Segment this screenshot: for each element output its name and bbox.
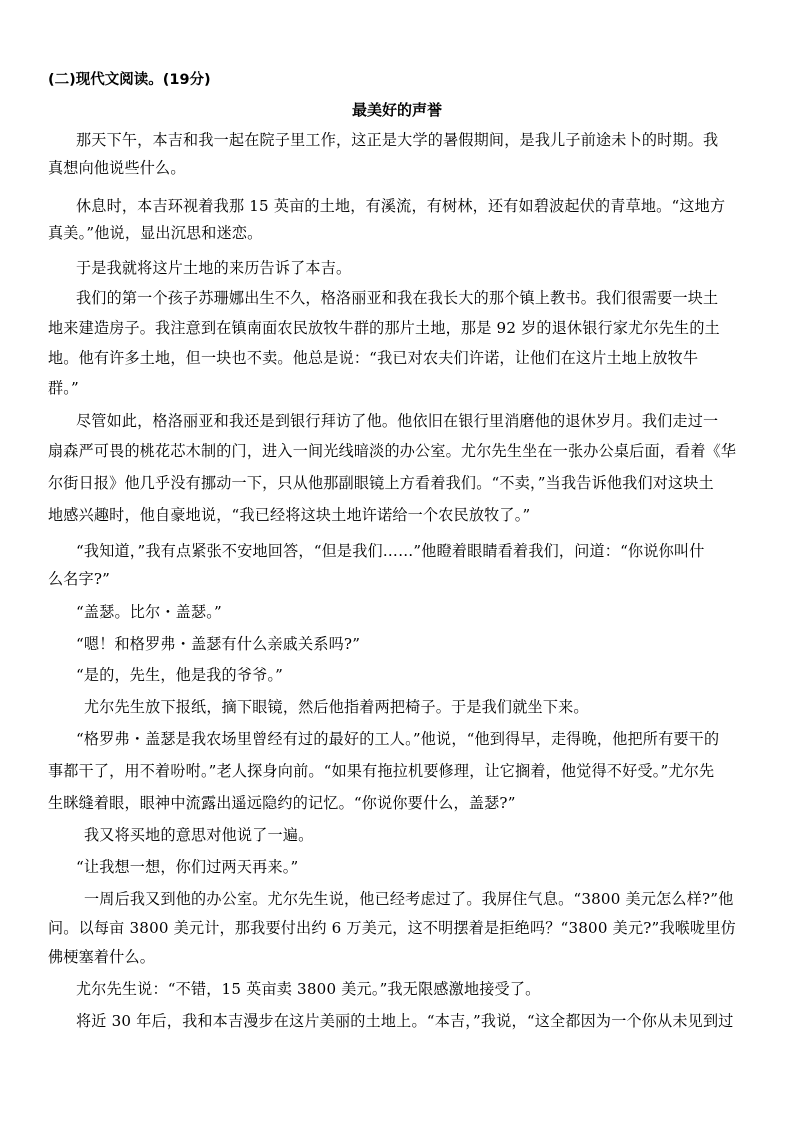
text-line: 尔街日报》他几乎没有挪动一下，只从他那副眼镜上方看着我们。“不卖，”当我告诉他我们对这块土 — [48, 474, 714, 492]
text-line: 于是我就将这片土地的来历告诉了本吉。 — [76, 259, 352, 277]
text-line: “格罗弗・盖瑟是我农场里曾经有过的最好的工人。”他说，“他到得早，走得晚，他把所有要干的 — [76, 730, 720, 748]
text-line: 地感兴趣时，他自豪地说，“我已经将这块土地许诺给一个农民放牧了。” — [48, 506, 531, 524]
text-line: 地来建造房子。我注意到在镇南面农民放牧牛群的那片土地，那是 92 岁的退休银行家尤尔先生的土 — [48, 319, 720, 337]
text-line: 问。以每亩 3800 美元计，那我要付出约 6 万美元，这不明摆着是拒绝吗？“3800 美元?”我喉咙里仿 — [48, 919, 736, 937]
text-line: 扇森严可畏的桃花芯木制的门，进入一间光线暗淡的办公室。尤尔先生坐在一张办公桌后面，看着《华 — [48, 442, 737, 460]
text-line: “是的，先生，他是我的爷爷。” — [76, 666, 284, 684]
text-line: 真美。”他说，显出沉思和迷恋。 — [48, 224, 263, 242]
text-line: 地。他有许多土地，但一块也不卖。他总是说：“我已对农夫们许诺，让他们在这片土地上放牧牛 — [48, 349, 699, 367]
text-line: 事都干了，用不着吩咐。”老人探身向前。“如果有拖拉机要修理，让它搁着，他觉得不好受。”尤尔先 — [48, 762, 715, 780]
text-line: 休息时，本吉环视着我那 15 英亩的土地，有溪流，有树林，还有如碧波起伏的青草地。“这地方 — [76, 197, 726, 215]
text-line: 将近 30 年后，我和本吉漫步在这片美丽的土地上。“本吉，”我说，“这全都因为一个你从未见到过 — [76, 1012, 734, 1030]
text-line: 佛梗塞着什么。 — [48, 948, 156, 966]
text-line: 那天下午，本吉和我一起在院子里工作，这正是大学的暑假期间，是我儿子前途未卜的时期。我 — [76, 131, 719, 149]
section-heading: (二)现代文阅读。(19分) — [48, 72, 211, 88]
text-line: “嗯！和格罗弗・盖瑟有什么亲戚关系吗?” — [76, 635, 361, 653]
text-line: 尽管如此，格洛丽亚和我还是到银行拜访了他。他依旧在银行里消磨他的退休岁月。我们走过一 — [76, 412, 719, 430]
text-line: 我又将买地的意思对他说了一遍。 — [84, 826, 314, 844]
article-title: 最美好的声誉 — [351, 101, 442, 119]
text-line: 真想向他说些什么。 — [48, 159, 186, 177]
text-line: “盖瑟。比尔・盖瑟。” — [76, 603, 222, 621]
text-line: 群。” — [48, 379, 79, 397]
text-line: 尤尔先生说：“不错，15 英亩卖 3800 美元。”我无限感激地接受了。 — [76, 980, 541, 998]
text-line: 一周后我又到他的办公室。尤尔先生说，他已经考虑过了。我屏住气息。“3800 美元怎么样?”他 — [84, 890, 734, 908]
text-line: 生眯缝着眼，眼神中流露出遥远隐约的记忆。“你说你要什么，盖瑟?” — [48, 794, 516, 812]
text-line: “我知道，”我有点紧张不安地回答，“但是我们……”他瞪着眼睛看着我们，问道：“你说你叫什 — [76, 542, 705, 560]
text-line: 我们的第一个孩子苏珊娜出生不久，格洛丽亚和我在我长大的那个镇上教书。我们很需要一块土 — [76, 289, 719, 307]
text-line: 么名字?” — [48, 570, 111, 588]
text-line: 尤尔先生放下报纸，摘下眼镜，然后他指着两把椅子。于是我们就坐下来。 — [84, 698, 589, 716]
text-line: “让我想一想，你们过两天再来。” — [76, 858, 299, 876]
